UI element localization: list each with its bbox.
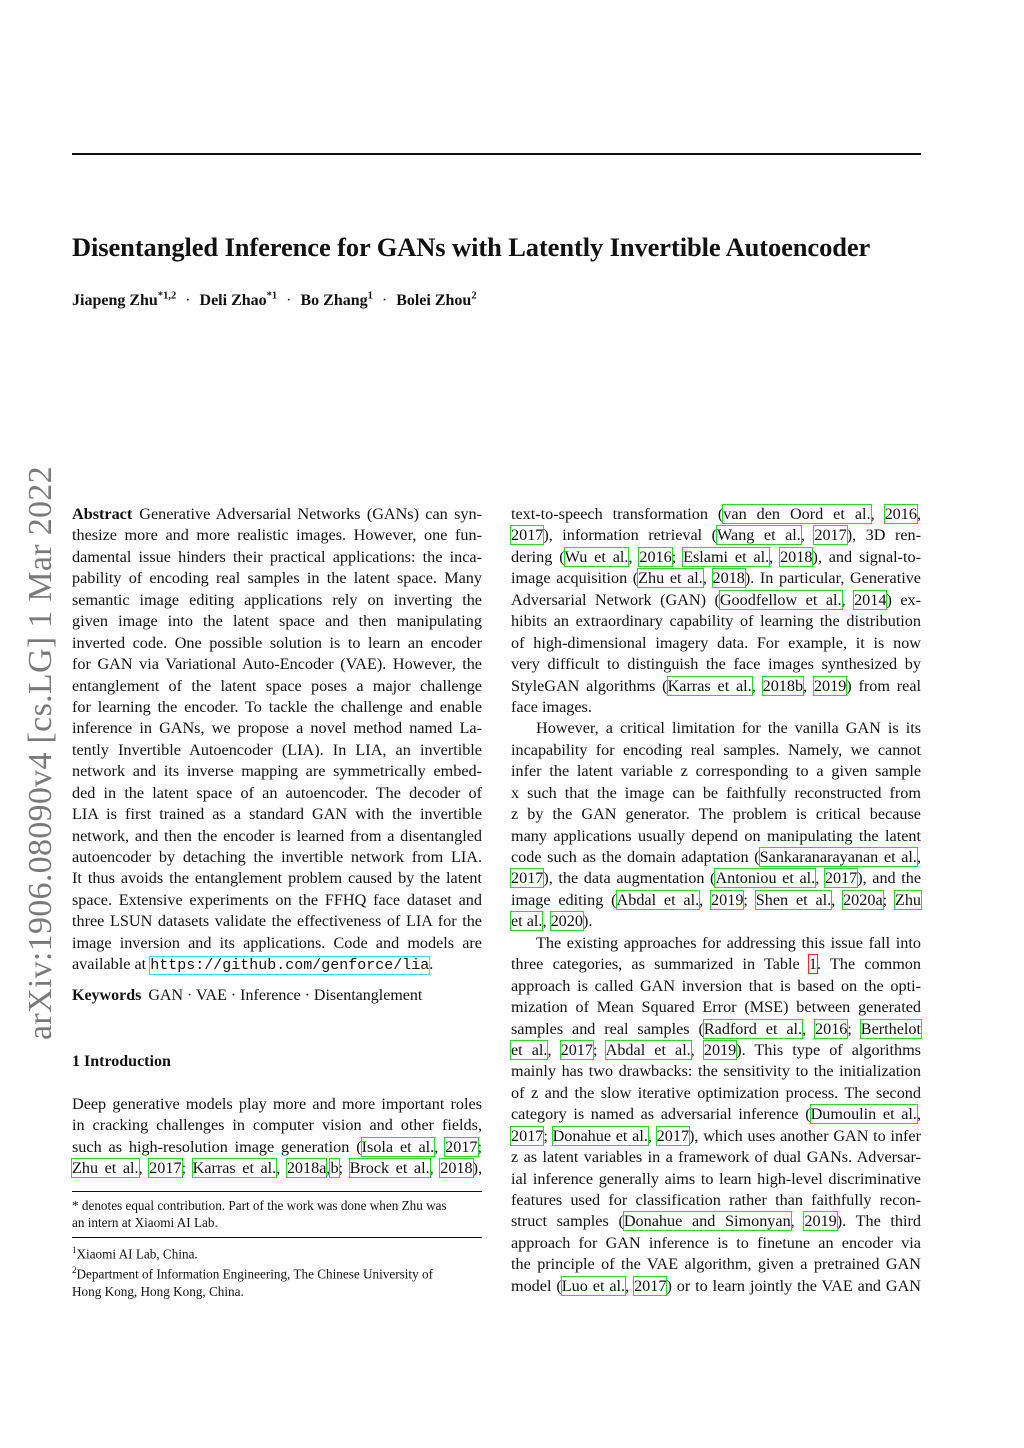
text-segment: ). The third [836, 1212, 921, 1231]
text-segment: , [831, 890, 844, 909]
text-segment: ; [847, 1019, 861, 1038]
text-segment: image editing ( [511, 890, 617, 909]
text-line [511, 654, 921, 675]
citation-link[interactable]: Eslami et al. [683, 547, 770, 566]
citation-link[interactable]: Abdal et al. [605, 1040, 691, 1059]
citation-link[interactable]: Sankaranarayanan et al. [759, 848, 917, 866]
citation-link[interactable]: Shen et al. [755, 890, 832, 909]
citation-link[interactable]: Goodfellow et al. [719, 590, 842, 609]
text-line [511, 1126, 921, 1147]
text-segment: , [625, 1276, 635, 1295]
text-line [511, 697, 921, 718]
citation-link[interactable]: 2018b [762, 676, 804, 695]
keywords [72, 987, 422, 1005]
text-segment: , [434, 1137, 446, 1156]
text-segment: StyleGAN algorithms ( [511, 676, 668, 695]
text-line [511, 826, 921, 847]
text-line [72, 525, 482, 546]
text-line [72, 1094, 482, 1115]
text-segment: category is named as adversarial inference ( [511, 1105, 811, 1124]
text-segment: , [800, 526, 815, 545]
author-separator: · [286, 292, 292, 310]
text-segment: samples and real samples ( [511, 1019, 704, 1038]
citation-link[interactable]: 2017 [656, 1126, 690, 1145]
citation-link[interactable]: Karras et al. [667, 676, 752, 695]
citation-link[interactable]: 2019 [804, 1212, 837, 1231]
footnote-affiliations [72, 1242, 482, 1300]
text-segment: many applications usually depend on manipulating the latent [511, 826, 921, 845]
text-segment: approach for GAN inference is to finetune an encoder via [511, 1233, 921, 1252]
citation-link[interactable]: Radford et al. [703, 1019, 803, 1038]
text-segment: network and its inverse mapping are symmetrically embed- [72, 762, 482, 781]
text-line [72, 761, 482, 782]
text-segment: , [699, 890, 712, 909]
section-heading-introduction: 1 Introduction [72, 1053, 171, 1070]
footnote-rule [72, 1237, 482, 1238]
citation-link[interactable]: Donahue et al. [552, 1126, 648, 1145]
text-line [72, 611, 482, 632]
right-column-text [511, 504, 921, 1297]
text-segment: ), the data augmentation ( [543, 869, 716, 888]
text-segment: ; [882, 890, 895, 909]
text-segment: of z and the slow iterative optimization process. The second [511, 1083, 921, 1102]
abstract-line: available at https://github.com/genforce/lia. [72, 955, 434, 975]
citation-link[interactable]: Isola et al. [361, 1137, 435, 1156]
citation-link[interactable]: 2017 [634, 1276, 667, 1295]
text-segment: , [841, 590, 855, 609]
text-segment: , [542, 912, 551, 931]
text-line [72, 826, 482, 847]
text-segment: tently Invertible Autoencoder (LIA). In LIA, an invertible [72, 740, 482, 759]
citation-link[interactable]: 2017 [511, 526, 544, 545]
citation-link[interactable]: 2019 [813, 676, 847, 695]
citation-link[interactable]: 2017 [824, 869, 858, 888]
text-segment: for GAN via Variational Auto-Encoder (VAE). However, the [72, 655, 482, 674]
footnote-equal-contribution: * denotes equal contribution. Part of the work was done when Zhu was an intern at Xiaomi AI Lab. [72, 1198, 447, 1230]
text-line [72, 847, 482, 868]
citation-link[interactable]: 2017 [445, 1137, 478, 1156]
text-segment: infer the latent variable z corresponding to a given sample [511, 762, 921, 781]
text-line [511, 911, 921, 932]
text-segment: ), information retrieval ( [543, 526, 718, 545]
text-line [72, 1158, 482, 1179]
text-segment: , [547, 1040, 561, 1059]
text-segment: for learning the encoder. To tackle the challenge and enable [72, 697, 482, 716]
text-segment: ) or to learn jointly the VAE and GAN [666, 1276, 921, 1295]
text-line [72, 633, 482, 654]
text-line [511, 718, 921, 739]
author-separator: · [381, 292, 388, 310]
text-line [511, 1211, 921, 1232]
text-segment: ; [338, 1159, 350, 1178]
affiliation: $^1$Xiaomi AI Lab, China. [72, 1245, 198, 1262]
header-rule [72, 153, 921, 155]
text-line [511, 1083, 921, 1104]
text-line [72, 890, 482, 911]
text-line [511, 1233, 921, 1254]
text-segment: given image into the latent space and then manipulating [72, 612, 482, 631]
text-line [511, 1190, 921, 1211]
text-segment: struct samples ( [511, 1212, 624, 1231]
citation-link[interactable]: 2016 [639, 547, 672, 566]
citation-link[interactable]: et al. [511, 912, 543, 931]
text-segment: three LSUN datasets validate the effectiveness of LIA for the [72, 912, 482, 931]
text-segment: ), [472, 1159, 483, 1178]
text-line [72, 654, 482, 675]
text-segment: ) ex- [886, 590, 921, 609]
text-segment: , [870, 505, 885, 523]
citation-link[interactable]: Wang et al. [717, 526, 801, 545]
text-line [72, 718, 482, 739]
author: Deli Zhao$^{*1}$ [199, 291, 278, 310]
text-segment: image inversion and its applications. Code and models are [72, 933, 482, 952]
citation-link[interactable]: Karras et al. [192, 1159, 277, 1178]
author: Bolei Zhou$^2$ [396, 291, 477, 310]
text-line [511, 1061, 921, 1082]
text-segment: LIA is first trained as a standard GAN with the invertible [72, 805, 482, 824]
text-line [72, 804, 482, 825]
citation-link[interactable]: 2014 [854, 590, 887, 609]
text-line [511, 997, 921, 1018]
text-line [511, 1019, 921, 1040]
text-line [72, 676, 482, 697]
text-segment: ; [671, 547, 684, 566]
text-segment: It thus avoids the entanglement problem caused by the latent [72, 869, 482, 888]
text-segment: The existing approaches for addressing this issue fall into [536, 933, 921, 952]
text-segment: , [751, 676, 763, 695]
text-segment: , [138, 1159, 150, 1178]
text-segment: ial inference generally aims to learn high-level discriminative [511, 1169, 921, 1188]
author-list [72, 291, 477, 310]
paper-title: Disentangled Inference for GANs with Latently Invertible Autoencoder [72, 232, 871, 262]
text-segment: network, and then the encoder is learned from a disentangled [72, 826, 482, 845]
text-segment: approach is called GAN inversion that is based on the opti- [511, 976, 921, 995]
text-line [72, 590, 482, 611]
text-segment: of high-dimensional imagery data. For example, it is now [511, 633, 921, 652]
keywords-label: Keywords [72, 987, 142, 1004]
citation-link[interactable]: 2020 [550, 912, 583, 931]
affiliation: Hong Kong, Hong Kong, China. [72, 1283, 244, 1299]
text-line [511, 740, 921, 761]
citation-link[interactable]: Zhu et al. [638, 569, 703, 588]
abstract-label: Abstract [72, 505, 133, 523]
keywords-text: GAN · VAE · Inference · Disentanglement [148, 987, 423, 1004]
citation-link[interactable]: 2017 [511, 1126, 544, 1145]
text-segment: thesize more and more realistic images. However, one fun- [72, 526, 482, 545]
text-line [511, 804, 921, 825]
text-segment: ). This type of algorithms [736, 1040, 921, 1059]
text-segment: ; [181, 1159, 193, 1178]
citation-link[interactable]: Wu et al. [564, 547, 629, 566]
text-segment: face images. [511, 697, 592, 716]
text-segment: Deep generative models play more and more important roles [72, 1095, 482, 1113]
text-segment: , [916, 505, 921, 523]
text-line [511, 954, 921, 975]
text-segment: , [790, 1212, 805, 1231]
text-segment: image acquisition ( [511, 569, 639, 588]
text-segment: ). In particular, Generative [744, 569, 921, 588]
text-segment: such as high-resolution image generation ( [72, 1137, 362, 1156]
text-line [511, 890, 921, 911]
text-segment: incapability for encoding real samples. Namely, we cannot [511, 740, 921, 759]
citation-link[interactable]: Berthelot [860, 1019, 922, 1038]
text-segment: model ( [511, 1276, 562, 1295]
text-segment: semantic image editing applications rely on inverting the [72, 590, 482, 609]
citation-link[interactable]: 2019 [711, 890, 744, 909]
text-line [511, 504, 921, 525]
author-separator: · [185, 292, 191, 310]
text-segment: ), 3D ren- [846, 526, 922, 545]
citation-link[interactable]: 2018 [712, 569, 745, 588]
text-segment: ), which uses another GAN to infer [689, 1126, 922, 1145]
abstract [72, 504, 482, 976]
citation-link[interactable]: van den Oord et al. [723, 505, 871, 523]
text-line [511, 761, 921, 782]
text-line [511, 525, 921, 546]
citation-link[interactable]: Brock et al. [349, 1159, 430, 1178]
citation-link[interactable]: 2017 [511, 869, 544, 888]
text-line [511, 933, 921, 954]
text-segment: Adversarial Network (GAN) ( [511, 590, 720, 609]
citation-link[interactable]: Dumoulin et al. [810, 1105, 917, 1124]
text-line [511, 547, 921, 568]
text-segment: ), and the [857, 869, 922, 888]
text-line [511, 1254, 921, 1275]
text-line [511, 783, 921, 804]
affiliation: $^2$Department of Information Engineering, The Chinese University of [72, 1265, 433, 1282]
citation-link[interactable]: 2017 [560, 1040, 593, 1059]
citation-link[interactable]: 2017 [149, 1159, 182, 1178]
abstract-line: Abstract Generative Adversarial Networks (GANs) can syn- [72, 505, 482, 523]
text-segment: ; [743, 890, 756, 909]
text-segment: , [916, 1105, 921, 1124]
intro-paragraph [72, 1094, 482, 1180]
text-segment: inverted code. One possible solution is to learn an encoder [72, 633, 482, 652]
text-line [72, 1137, 482, 1158]
citation-link[interactable]: 2017 [814, 526, 847, 545]
citation-link[interactable]: et al. [511, 1040, 548, 1059]
footnote-rule [72, 1191, 482, 1192]
text-line [511, 1276, 921, 1297]
text-segment: ; [477, 1137, 482, 1156]
text-segment: , [690, 1040, 704, 1059]
citation-link[interactable]: 2018 [440, 1159, 473, 1178]
text-segment: space. Extensive experiments on the FFHQ face dataset and [72, 890, 482, 909]
citation-link[interactable]: Donahue and Simonyan [623, 1212, 791, 1231]
text-segment: z by the GAN generator. The problem is critical because [511, 805, 921, 824]
author: Jiapeng Zhu$^{*1,2}$ [72, 291, 177, 310]
text-segment: very difficult to distinguish the face images synthesized by [511, 655, 921, 674]
text-line [511, 868, 921, 889]
citation-link[interactable]: 2018a [286, 1159, 327, 1178]
text-segment: , [769, 547, 781, 566]
citation-link[interactable]: 2016 [815, 1019, 848, 1038]
citation-link[interactable]: Luo et al. [561, 1276, 626, 1295]
text-segment: ). [582, 912, 593, 931]
text-segment: , [702, 569, 713, 588]
text-line [72, 868, 482, 889]
citation-link[interactable]: Antoniou et al. [715, 869, 816, 888]
table-reference-link[interactable]: 1 [808, 955, 817, 974]
text-line [72, 568, 482, 589]
text-line [511, 611, 921, 632]
text-segment: z as latent variables in a framework of dual GANs. Adversar- [511, 1148, 921, 1167]
text-segment: in cracking challenges in computer vision and other fields, [72, 1116, 482, 1135]
text-segment: hibits an extraordinary capability of learning the distribution [511, 612, 921, 631]
text-segment: code such as the domain adaptation ( [511, 848, 760, 866]
citation-link[interactable]: Zhu [894, 890, 922, 909]
arxiv-stamp: arXiv:1906.08090v4 [cs.LG] 1 Mar 2022 [22, 466, 59, 1040]
text-segment: inference in GANs, we propose a novel method named La- [72, 719, 482, 738]
text-segment: text-to-speech transformation ( [511, 505, 724, 523]
text-segment: features used for classification rather than faithfully recon- [511, 1191, 921, 1209]
text-line [511, 676, 921, 697]
author: Bo Zhang$^1$ [300, 291, 373, 310]
text-segment: the principle of the VAE algorithm, given a pretrained GAN [511, 1255, 921, 1274]
text-segment: ; [543, 1126, 553, 1145]
text-segment: dering ( [511, 547, 565, 566]
citation-link[interactable]: Zhu et al. [72, 1159, 139, 1178]
citation-link[interactable]: 2020a [843, 890, 883, 909]
text-line [511, 568, 921, 589]
text-segment: mization of Mean Squared Error (MSE) between generated [511, 998, 921, 1017]
citation-link[interactable]: 2016 [884, 505, 917, 523]
text-segment: entanglement of the latent space poses a major challenge [72, 676, 482, 695]
text-segment: mainly has two drawbacks: the sensitivity to the initialization [511, 1062, 921, 1081]
text-segment: pability of encoding real samples in the latent space. Many [72, 569, 482, 588]
text-line [72, 783, 482, 804]
text-segment: damental issue hinders their practical applications: the inca- [72, 547, 482, 566]
text-line [511, 1040, 921, 1061]
text-line [511, 1147, 921, 1168]
text-segment: , [429, 1159, 441, 1178]
text-line [511, 976, 921, 997]
text-segment: , [628, 547, 640, 566]
text-segment: ) from real [846, 676, 922, 695]
text-line [72, 740, 482, 761]
text-line [72, 1115, 482, 1136]
text-segment: autoencoder by detaching the invertible network from LIA. [72, 848, 482, 866]
citation-link[interactable]: 2019 [703, 1040, 737, 1059]
text-line [72, 547, 482, 568]
text-line [72, 911, 482, 932]
text-line [72, 697, 482, 718]
text-line [511, 847, 921, 868]
text-segment: three categories, as summarized in Table [511, 955, 809, 974]
text-segment: ; [592, 1040, 606, 1059]
code-url-link[interactable]: https://github.com/genforce/lia [150, 957, 430, 975]
text-line [511, 1169, 921, 1190]
citation-link[interactable]: 2018 [780, 547, 813, 566]
text-segment: , [326, 1159, 331, 1178]
text-line [72, 933, 482, 954]
text-segment: x such that the image can be faithfully reconstructed from [511, 783, 921, 802]
text-line [511, 633, 921, 654]
citation-link[interactable]: b [330, 1159, 339, 1178]
text-segment: , [916, 848, 921, 866]
text-line [511, 1104, 921, 1125]
text-segment: ded in the latent space of an autoencoder. The decoder of [72, 783, 482, 802]
text-segment: , [815, 869, 825, 888]
text-segment: , [802, 1019, 815, 1038]
text-segment: ), and signal-to- [812, 547, 922, 566]
abstract-body [72, 525, 482, 954]
citation-link[interactable]: Abdal et al. [616, 890, 700, 909]
text-segment: , [803, 676, 814, 695]
text-segment: , [276, 1159, 287, 1178]
text-line [511, 590, 921, 611]
text-segment: , [647, 1126, 657, 1145]
text-segment: . The common [817, 955, 921, 974]
text-segment: However, a critical limitation for the vanilla GAN is its [536, 719, 921, 738]
